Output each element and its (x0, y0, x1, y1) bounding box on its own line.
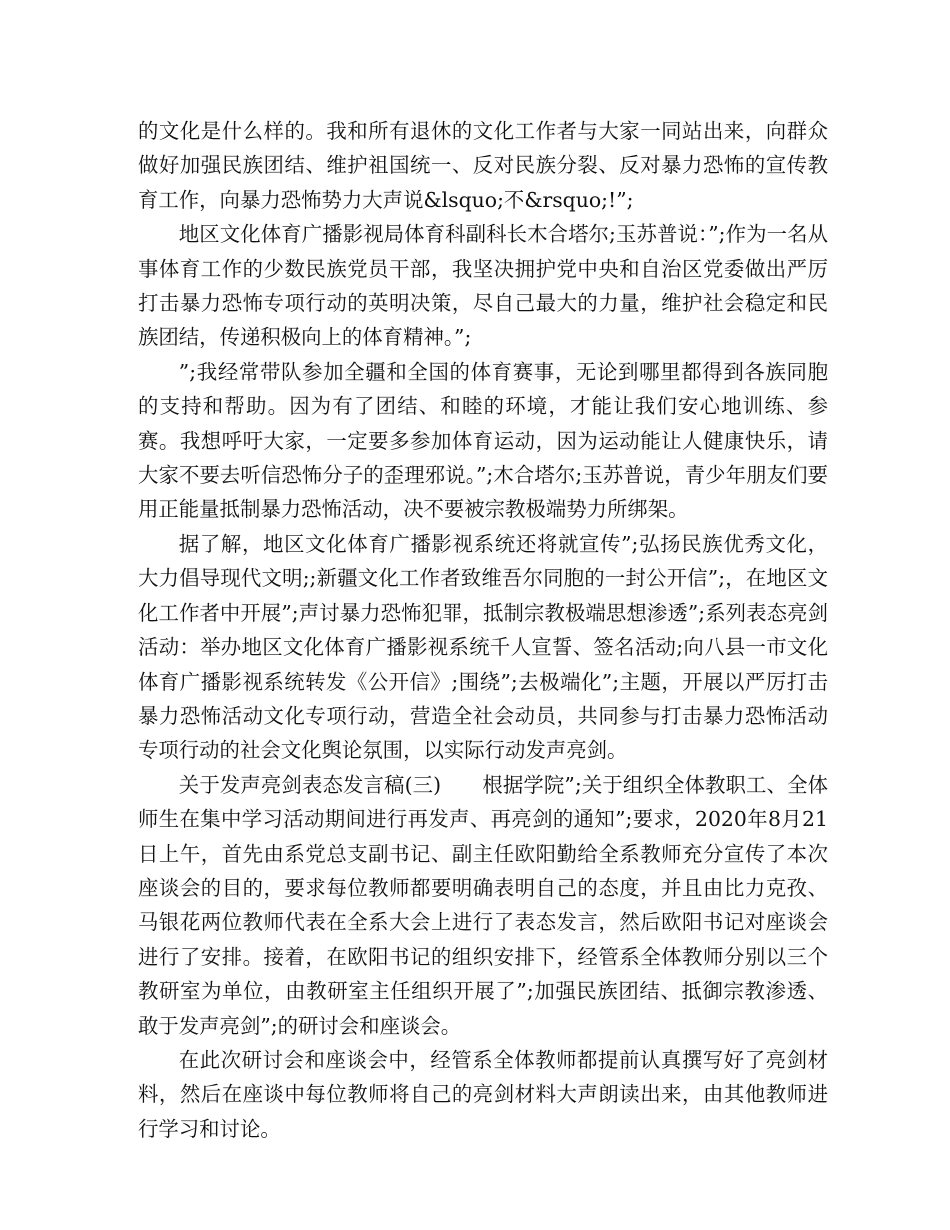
document-body (138, 114, 828, 1146)
paragraph-5: 关于发声亮剑表态发言稿(三) 根据学院”;关于组织全体教职工、全体师生在集中学习活动期间进行再发声、再亮剑的通知”;要求，2020年8月21日上午，首先由系党总支副书记、副主任欧阳勤给全系教师充分宣传了本次座谈会的目的，要求每位教师都要明确表明自己的态度，并且由比力克孜、马银花两位教师代表在全系大会上进行了表态发言，然后欧阳书记对座谈会进行了安排。接着，在欧阳书记的组织安排下，经管系全体教师分别以三个教研室为单位，由教研室主任组织开展了”;加强民族团结、抵御宗教渗透、敢于发声亮剑”;的研讨会和座谈会。 (138, 772, 828, 1038)
paragraph-1: 的文化是什么样的。我和所有退休的文化工作者与大家一同站出来，向群众做好加强民族团结、维护祖国统一、反对民族分裂、反对暴力恐怖的宣传教育工作，向暴力恐怖势力大声说&lsquo;不&rsquo;!”; (138, 119, 828, 212)
paragraph-6: 在此次研讨会和座谈会中，经管系全体教师都提前认真撰写好了亮剑材料，然后在座谈中每位教师将自己的亮剑材料大声朗读出来，由其他教师进行学习和讨论。 (138, 1047, 828, 1141)
paragraph-3: ”;我经常带队参加全疆和全国的体育赛事，无论到哪里都得到各族同胞的支持和帮助。因为有了团结、和睦的环境，才能让我们安心地训练、参赛。我想呼吁大家，一定要多参加体育运动，因为运动能让人健康快乐，请大家不要去听信恐怖分子的歪理邪说。”;木合塔尔;玉苏普说，青少年朋友们要用正能量抵制暴力恐怖活动，决不要被宗教极端势力所绑架。 (138, 359, 828, 522)
paragraph-2: 地区文化体育广播影视局体育科副科长木合塔尔;玉苏普说：”;作为一名从事体育工作的少数民族党员干部，我坚决拥护党中央和自治区党委做出严厉打击暴力恐怖专项行动的英明决策，尽自己最大的力量，维护社会稳定和民族团结，传递积极向上的体育精神。”; (138, 222, 828, 350)
paragraph-4: 据了解，地区文化体育广播影视系统还将就宣传”;弘扬民族优秀文化，大力倡导现代文明;;新疆文化工作者致维吾尔同胞的一封公开信”;，在地区文化工作者中开展”;声讨暴力恐怖犯罪，抵制宗教极端思想渗透”;系列表态亮剑活动：举办地区文化体育广播影视系统千人宣誓、签名活动;向八县一市文化体育广播影视系统转发《公开信》;围绕”;去极端化”;主题，开展以严厉打击暴力恐怖活动文化专项行动，营造全社会动员，共同参与打击暴力恐怖活动专项行动的社会文化舆论氛围，以实际行动发声亮剑。 (138, 531, 828, 763)
